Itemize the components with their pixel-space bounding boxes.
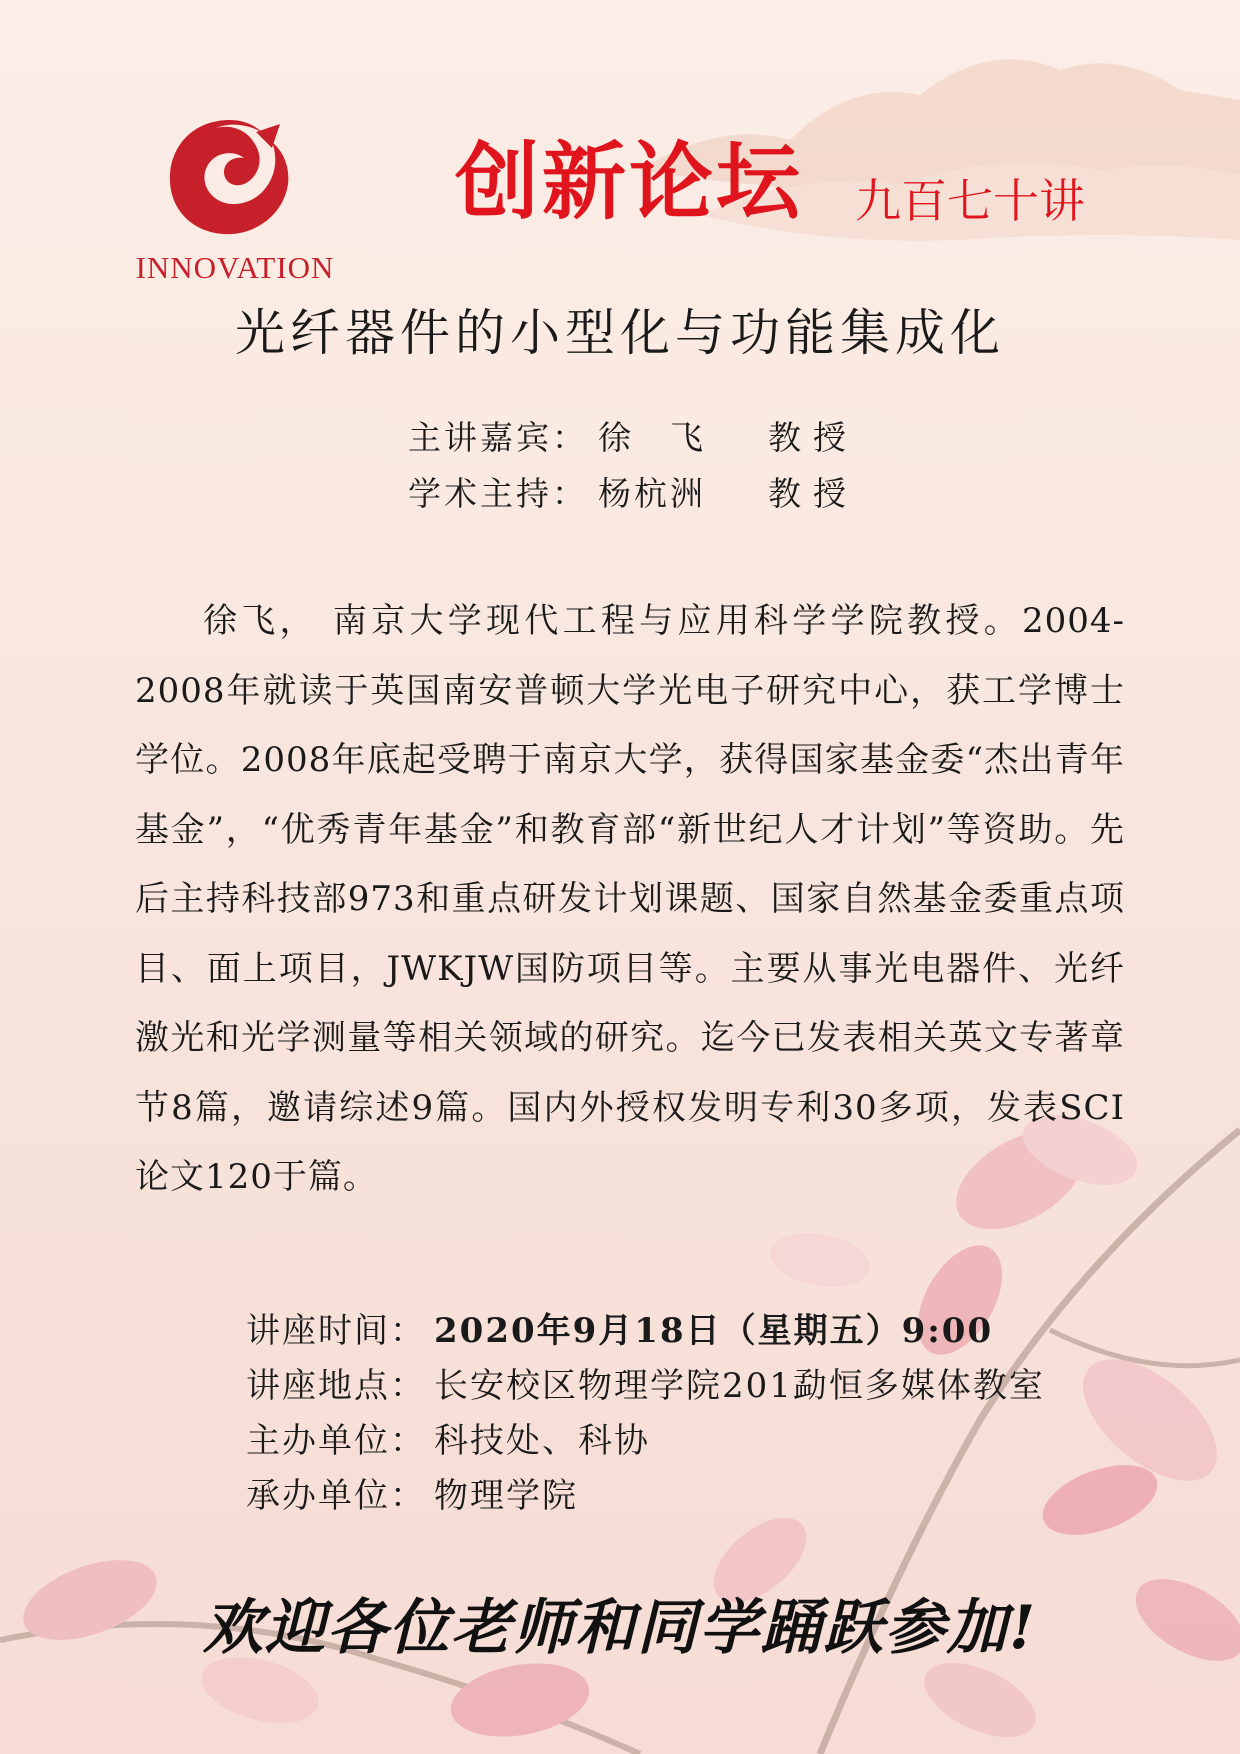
host-unit-row	[246, 1469, 1045, 1524]
innovation-logo	[120, 112, 350, 292]
organizer-row	[246, 1414, 1045, 1469]
place-row	[246, 1359, 1045, 1414]
time-value: 2020年9月18日（星期五）9:00	[434, 1311, 994, 1351]
host-label: 学术主持：	[408, 474, 588, 513]
talk-title: 光纤器件的小型化与功能集成化	[235, 304, 1005, 362]
organizer-value: 科技处、科协	[434, 1421, 650, 1461]
speaker-row	[408, 410, 858, 466]
place-label: 讲座地点：	[246, 1366, 426, 1406]
host-title: 教授	[768, 474, 858, 513]
speaker-name: 徐 飞	[598, 418, 706, 457]
people-block	[408, 410, 858, 522]
place-value: 长安校区物理学院201勐恒多媒体教室	[434, 1366, 1045, 1406]
speaker-bio: 徐飞， 南京大学现代工程与应用科学学院教授。2004-2008年就读于英国南安普顿大学光电子研究中心，获工学博士学位。2008年底起受聘于南京大学，获得国家基金委“杰出青年基金”，“优秀青年基金”和教育部“新世纪人才计划”等资助。先后主持科技部973和重点研发计划课题、国家自然基金委重点项目、面上项目，JWKJW国防项目等。主要从事光电器件、光纤激光和光学测量等相关领域的研究。迄今已发表相关英文专著章节8篇，邀请综述9篇。国内外授权发明专利30多项，发表SCI论文120于篇。	[135, 601, 1125, 1197]
host-unit-value: 物理学院	[434, 1476, 578, 1516]
speaker-label: 主讲嘉宾：	[408, 418, 588, 457]
forum-title: 创新论坛	[455, 133, 804, 231]
time-label: 讲座时间：	[246, 1311, 426, 1351]
logo-text: INNOVATION	[135, 250, 335, 285]
time-row	[246, 1304, 1045, 1359]
speaker-title: 教授	[768, 418, 858, 457]
organizer-label: 主办单位：	[246, 1421, 426, 1461]
innovation-swirl-logo-icon	[160, 112, 300, 242]
welcome-message: 欢迎各位老师和同学踊跃参加!	[202, 1593, 1038, 1663]
event-info	[246, 1304, 1045, 1524]
host-name: 杨杭洲	[598, 474, 706, 513]
lecture-number: 九百七十讲	[855, 174, 1085, 228]
host-row	[408, 466, 858, 522]
host-unit-label: 承办单位：	[246, 1476, 426, 1516]
